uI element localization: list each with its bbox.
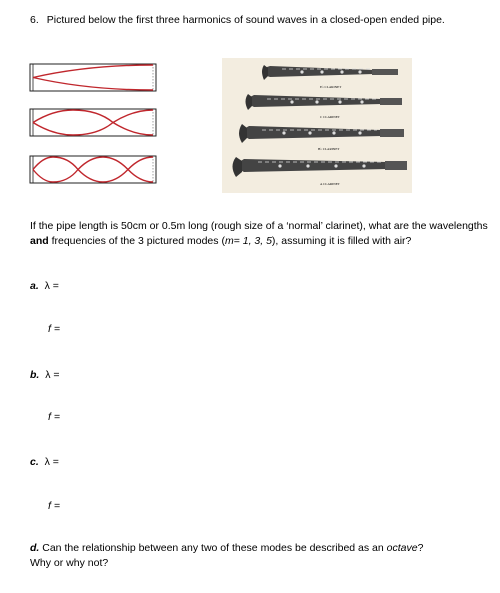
harmonic-5-pipe xyxy=(30,156,156,183)
question-part1: If the pipe length is 50cm or 0.5m long (rough size of a ‘normal’ clarinet), what are the wavelengths xyxy=(30,220,488,232)
clarinet-label-4: A CLARINET xyxy=(320,182,340,186)
question-text xyxy=(30,219,492,249)
part-a-frequency xyxy=(48,323,60,335)
part-b-lambda xyxy=(30,369,60,381)
part-b-f-text: f = xyxy=(48,411,60,423)
part-c-lambda xyxy=(30,456,59,468)
pipe-harmonics-diagram xyxy=(28,62,160,192)
clarinet-label-1: E♭ CLARINET xyxy=(320,85,342,89)
part-b-frequency xyxy=(48,411,60,423)
part-c-label: c. xyxy=(30,456,39,468)
clarinet-label-2: C CLARINET xyxy=(320,115,340,119)
clarinet-label-3: B♭ CLARINET xyxy=(318,147,340,151)
harmonic-1-pipe xyxy=(30,64,156,91)
part-a-lambda-text: λ = xyxy=(44,280,59,292)
part-a-lambda xyxy=(30,280,59,292)
part-a-label: a. xyxy=(30,280,39,292)
part-b-lambda-text: λ = xyxy=(45,369,60,381)
question-bold: and xyxy=(30,235,49,247)
part-a-f-text: f = xyxy=(48,323,60,335)
part-d-octave: octave xyxy=(386,542,418,554)
part-d-text1: Can the relationship between any two of these modes be described as an xyxy=(39,542,387,554)
harmonic-3-pipe xyxy=(30,109,156,136)
question-modes: m= 1, 3, 5 xyxy=(224,235,272,247)
part-d-text2: ? xyxy=(417,542,424,554)
part-c-lambda-text: λ = xyxy=(44,456,59,468)
part-d xyxy=(30,541,490,571)
question-number: 6. xyxy=(30,14,39,26)
part-d-line2: Why or why not? xyxy=(30,557,109,569)
part-d-line1 xyxy=(30,541,490,556)
part-d-label: d. xyxy=(30,542,40,554)
question-title xyxy=(30,14,445,26)
clarinets-illustration xyxy=(222,58,412,193)
part-b-label: b. xyxy=(30,369,40,381)
question-part2: frequencies of the 3 pictured modes ( xyxy=(48,235,225,247)
part-c-f-text: f = xyxy=(48,500,60,512)
question-part3: ), assuming it is filled with air? xyxy=(271,235,412,247)
question-title-text: Pictured below the first three harmonics of sound waves in a closed-open ended pipe. xyxy=(46,14,445,26)
part-c-frequency xyxy=(48,500,60,512)
